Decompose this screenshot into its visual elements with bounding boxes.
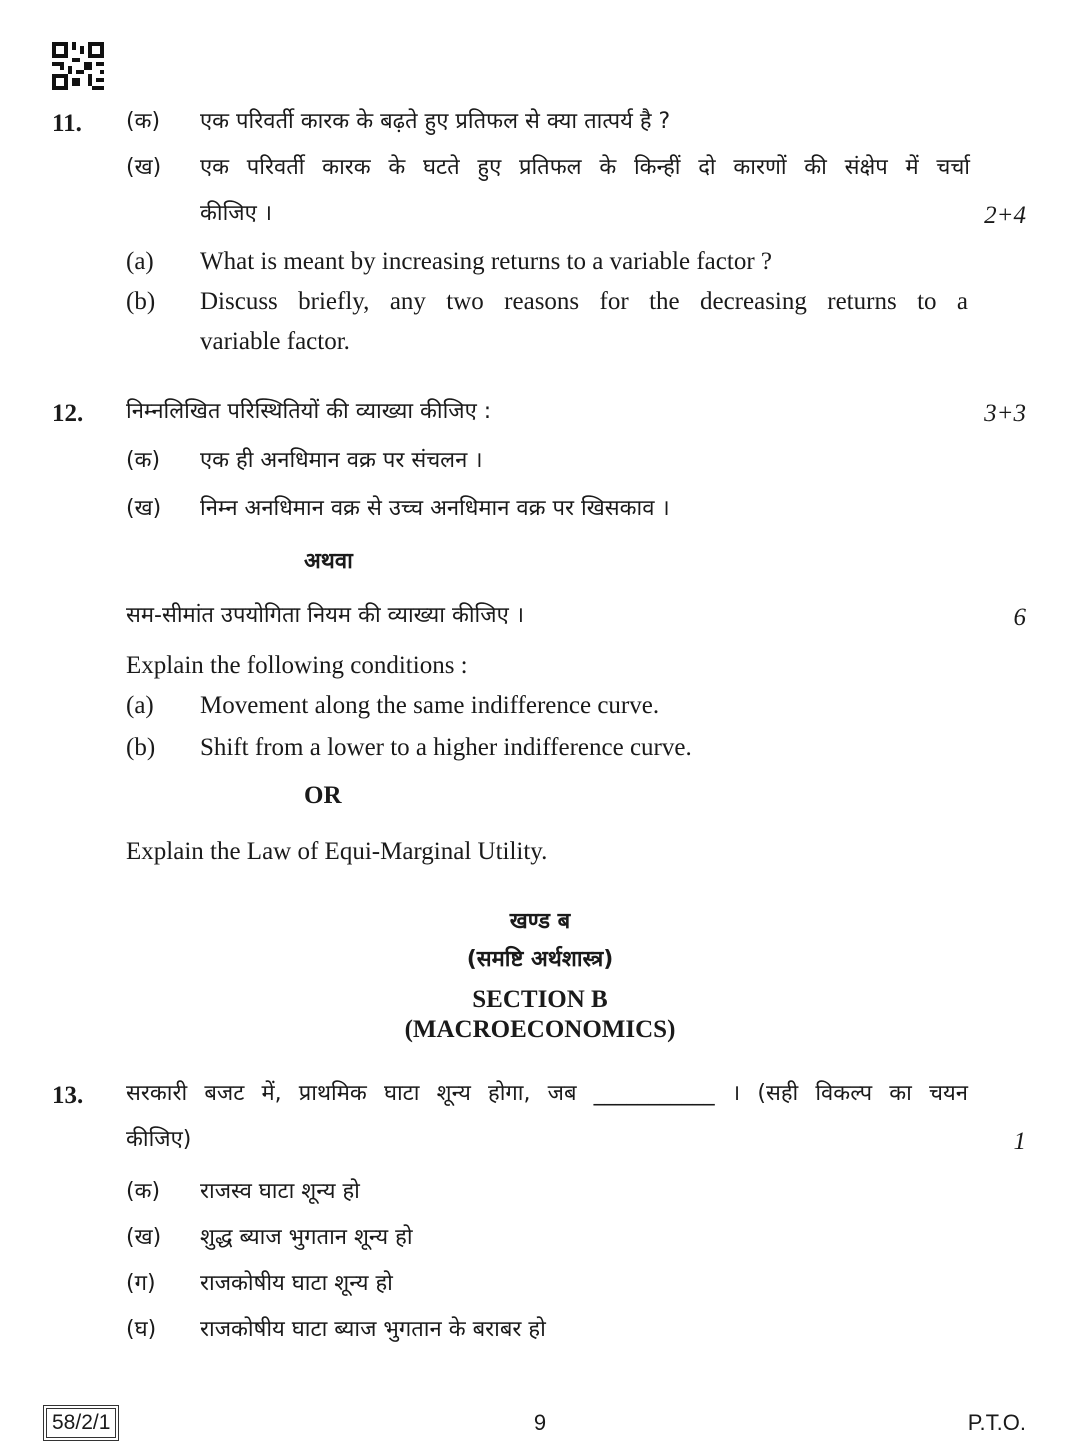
q13-option-text: राजकोषीय घाटा शून्य हो [200, 1271, 393, 1296]
q11-number: 11. [52, 110, 82, 137]
q11-hi-a-label: (क) [126, 109, 161, 134]
q12-en-or: OR [304, 782, 342, 809]
q13-option-label: (ग) [126, 1271, 156, 1296]
q11-en-b-line2: variable factor. [200, 328, 350, 355]
q12-hi-stem: निम्नलिखित परिस्थितियों की व्याख्या कीजिए : [126, 399, 492, 424]
q12-en-a-label: (a) [126, 692, 154, 719]
q11-en-a: What is meant by increasing returns to a variable factor ? [200, 248, 772, 275]
q11-en-a-label: (a) [126, 248, 154, 275]
q11-hi-a: एक परिवर्ती कारक के बढ़ते हुए प्रतिफल से क्या तात्पर्य है ? [200, 109, 671, 134]
q13-option-text: शुद्ध ब्याज भुगतान शून्य हो [200, 1225, 413, 1250]
q13-option-label: (ख) [126, 1225, 162, 1250]
q12-hi-a: एक ही अनधिमान वक्र पर संचलन । [200, 448, 483, 473]
q13-option-text: राजस्व घाटा शून्य हो [200, 1179, 360, 1204]
q12-marks: 3+3 [984, 400, 1026, 427]
q13-number: 13. [52, 1082, 84, 1109]
q12-en-b-label: (b) [126, 734, 156, 761]
page-number: 9 [533, 1410, 547, 1435]
q12-hi-a-label: (क) [126, 448, 161, 473]
q12-en-b: Shift from a lower to a higher indifference curve. [200, 734, 692, 761]
q11-hi-b-label: (ख) [126, 155, 162, 180]
q13-hi-stem-line1: सरकारी बजट में, प्राथमिक घाटा शून्य होगा, जब ___________ । (सही विकल्प का चयन [126, 1081, 968, 1106]
section-en-subtitle: (MACROECONOMICS) [404, 1016, 676, 1043]
q12-en-alt: Explain the Law of Equi-Marginal Utility. [126, 838, 548, 865]
q12-hi-alt: सम-सीमांत उपयोगिता नियम की व्याख्या कीजिए । [126, 603, 525, 628]
qr-code-icon [52, 42, 104, 90]
q13-option-text: राजकोषीय घाटा ब्याज भुगतान के बराबर हो [200, 1317, 546, 1342]
q12-number: 12. [52, 400, 84, 427]
q11-en-b-line1: Discuss briefly, any two reasons for the decreasing returns to a [200, 288, 968, 315]
section-hi-subtitle: (समष्टि अर्थशास्त्र) [466, 947, 614, 972]
q11-marks: 2+4 [984, 202, 1026, 229]
q12-en-stem: Explain the following conditions : [126, 652, 468, 679]
q13-hi-stem-line2: कीजिए) [126, 1127, 192, 1152]
q13-marks: 1 [1013, 1128, 1026, 1155]
section-en-title: SECTION B [472, 986, 608, 1013]
paper-code: 58/2/1 [46, 1408, 116, 1438]
q12-alt-marks: 6 [1013, 604, 1026, 631]
section-hi-title: खण्ड ब [509, 909, 571, 934]
q12-hi-or: अथवा [304, 549, 353, 574]
q12-hi-b-label: (ख) [126, 496, 162, 521]
q12-en-a: Movement along the same indifference curve. [200, 692, 660, 719]
q12-hi-b: निम्न अनधिमान वक्र से उच्च अनधिमान वक्र पर खिसकाव । [200, 496, 670, 521]
q11-hi-b-line2: कीजिए । [200, 201, 273, 226]
q13-option-label: (क) [126, 1179, 161, 1204]
q13-option-label: (घ) [126, 1317, 157, 1342]
pto-label: P.T.O. [967, 1410, 1026, 1435]
q11-hi-b-line1: एक परिवर्ती कारक के घटते हुए प्रतिफल के किन्हीं दो कारणों की संक्षेप में चर्चा [200, 155, 970, 180]
q11-en-b-label: (b) [126, 288, 156, 315]
